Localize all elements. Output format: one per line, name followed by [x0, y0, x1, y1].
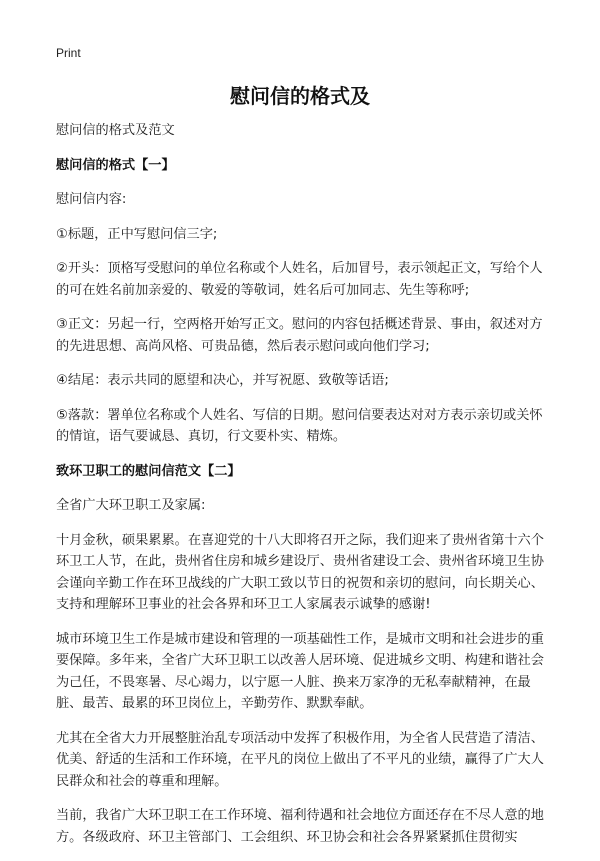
body-paragraph: ③正文：另起一行，空两格开始写正文。慰问的内容包括概述背景、事由，叙述对方的先进思想、高尚风格、可贵品德，然后表示慰问或向他们学习; — [56, 317, 543, 354]
section-heading: 致环卫职工的慰问信范文【二】 — [56, 463, 241, 479]
body-paragraph: 当前，我省广大环卫职工在工作环境、福利待遇和社会地位方面还存在不尽人意的地方。各级政府、环卫主管部门、工会组织、环卫协会和社会各界紧紧抓住贯彻实 — [56, 808, 544, 845]
body-paragraph: 慰问信的格式及范文 — [56, 123, 175, 138]
body-paragraph: ④结尾：表示共同的愿望和决心，并写祝愿、致敬等话语; — [56, 373, 389, 388]
body-paragraph: 城市环境卫生工作是城市建设和管理的一项基础性工作，是城市文明和社会进步的重要保障。多年来，全省广大环卫职工以改善人居环境、促进城乡文明、构建和谐社会为己任，不畏寒暑、尽心竭力，以宁愿一人脏、换来万家净的无私奉献精神，在最脏、最苦、最累的环卫岗位上，辛勤劳作、默默奉献。 — [56, 631, 544, 711]
body-paragraph: 慰问信内容: — [56, 192, 127, 207]
body-paragraph: 尤其在全省大力开展整脏治乱专项活动中发挥了积极作用，为全省人民营造了清洁、优美、舒适的生活和工作环境，在平凡的岗位上做出了不平凡的业绩，赢得了广大人民群众和社会的尊重和理解。 — [56, 730, 544, 789]
print-label: Print — [56, 46, 81, 60]
body-paragraph: ①标题，正中写慰问信三字; — [56, 226, 218, 242]
body-paragraph: ②开头：顶格写受慰问的单位名称或个人姓名，后加冒号，表示领起正文，写给个人的可在姓名前加亲爱的、敬爱的等敬词，姓名后可加同志、先生等称呼; — [56, 261, 543, 298]
body-paragraph: 全省广大环卫职工及家属: — [56, 498, 206, 513]
page-title: 慰问信的格式及 — [230, 84, 370, 108]
body-paragraph: 十月金秋，硕果累累。在喜迎党的十八大即将召开之际，我们迎来了贵州省第十六个环卫工人节，在此，贵州省住房和城乡建设厅、贵州省建设工会、贵州省环境卫生协会谨向辛勤工作在环卫战线的广大职工致以节日的祝贺和亲切的慰问，向长期关心、支持和理解环卫事业的社会各界和环卫工人家属表示诚挚的感谢! — [56, 532, 544, 612]
section-heading: 慰问信的格式【一】 — [56, 157, 175, 173]
body-paragraph: ⑤落款：署单位名称或个人姓名、写信的日期。慰问信要表达对对方表示亲切或关怀的情谊，语气要诚恳、真切，行文要朴实、精炼。 — [56, 407, 543, 444]
document-body — [56, 120, 552, 861]
